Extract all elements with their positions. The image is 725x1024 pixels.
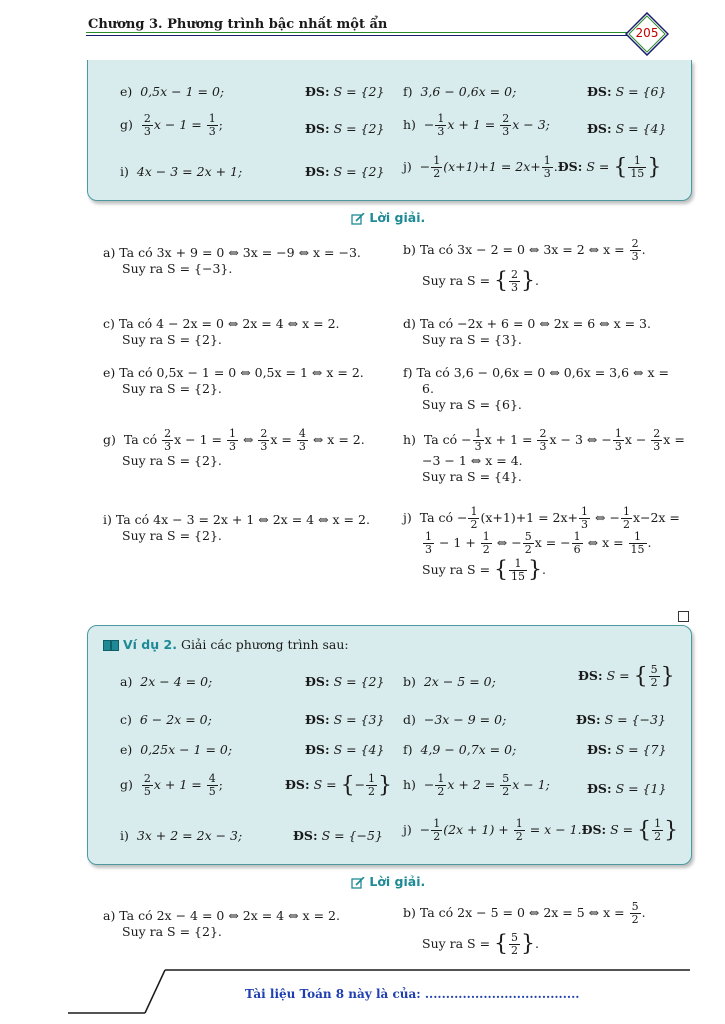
- chapter-title: Chương 3. Phương trình bậc nhất một ẩn: [88, 17, 388, 32]
- ex-item-d: d) −3x − 9 = 0;: [403, 712, 507, 727]
- ex-answer-c: ĐS: S = {3}: [305, 712, 385, 727]
- ex-answer-g: ĐS: S = {− $\frac{1}{2}$ }: [285, 772, 393, 798]
- ex-item-b: b) 2x − 5 = 0;: [403, 674, 496, 689]
- footer-ownership-line: Tài liệu Toán 8 này là của: .....................................: [245, 987, 580, 1001]
- item-j: j) − $\frac{1}{2}$ (x+1)+1 = 2x+ $\frac{1}{3}$ .ĐS: S = { $\frac{1}{15}$ }: [403, 154, 662, 180]
- ex-answer-i: ĐS: S = {−5}: [293, 828, 383, 843]
- solution-h: h) Ta có − $\frac{1}{3}$ x + 1 = $\frac{2}{3}$ x − 3 ⇔ − $\frac{1}{3}$ x − $\frac{2}{3}$ x = −3 − 1 ⇔ x = 4. Suy ra S = {4}.: [403, 427, 685, 484]
- item-g: g) $\frac{2}{3}$ x − 1 = $\frac{1}{3}$ ;: [120, 112, 223, 138]
- solution-f: f) Ta có 3,6 − 0,6x = 0 ⇔ 0,6x = 3,6 ⇔ x = 6. Suy ra S = {6}.: [403, 365, 669, 412]
- answer-e: ĐS: S = {2}: [305, 84, 385, 99]
- ex-answer-a: ĐS: S = {2}: [305, 674, 385, 689]
- item-h: h) − $\frac{1}{3}$ x + 1 = $\frac{2}{3}$ x − 3;: [403, 112, 550, 138]
- ex-item-g: g) $\frac{2}{5}$ x + 1 = $\frac{4}{5}$ ;: [120, 772, 223, 798]
- solution-d: d) Ta có −2x + 6 = 0 ⇔ 2x = 6 ⇔ x = 3. Suy ra S = {3}.: [403, 316, 651, 347]
- solution-a: a) Ta có 3x + 9 = 0 ⇔ 3x = −9 ⇔ x = −3. Suy ra S = {−3}.: [103, 245, 361, 276]
- solution-e: e) Ta có 0,5x − 1 = 0 ⇔ 0,5x = 1 ⇔ x = 2. Suy ra S = {2}.: [103, 365, 364, 396]
- example-title: Ví dụ 2. Giải các phương trình sau:: [103, 637, 349, 652]
- solution-heading: Lời giải.: [351, 874, 425, 889]
- solution2-b: b) Ta có 2x − 5 = 0 ⇔ 2x = 5 ⇔ x = $\frac{5}{2}$ . Suy ra S = { $\frac{5}{2}$ }.: [403, 900, 646, 957]
- ex-item-c: c) 6 − 2x = 0;: [120, 712, 212, 727]
- ex-item-e: e) 0,25x − 1 = 0;: [120, 742, 233, 757]
- ex-answer-b: ĐS: S = { $\frac{5}{2}$ }: [578, 663, 675, 689]
- pencil-icon: [351, 213, 365, 225]
- book-icon: [103, 640, 119, 651]
- ex-answer-h: ĐS: S = {1}: [587, 781, 667, 796]
- ex-item-j: j) − $\frac{1}{2}$ (2x + 1) + $\frac{1}{2}$ = x − 1.ĐS: S = { $\frac{1}{2}$ }: [403, 817, 679, 843]
- ex-answer-e: ĐS: S = {4}: [305, 742, 385, 757]
- item-i: i) 4x − 3 = 2x + 1;: [120, 164, 243, 179]
- header-rule: [86, 32, 646, 33]
- ex-item-i: i) 3x + 2 = 2x − 3;: [120, 828, 243, 843]
- item-e: e) 0,5x − 1 = 0;: [120, 84, 225, 99]
- solution-b: b) Ta có 3x − 2 = 0 ⇔ 3x = 2 ⇔ x = $\frac{2}{3}$ . Suy ra S = { $\frac{2}{3}$ }.: [403, 237, 646, 294]
- item-f: f) 3,6 − 0,6x = 0;: [403, 84, 517, 99]
- solution-g: g) Ta có $\frac{2}{3}$ x − 1 = $\frac{1}{3}$ ⇔ $\frac{2}{3}$ x = $\frac{4}{3}$ ⇔ x = 2. Suy ra S = {2}.: [103, 427, 365, 468]
- solution2-a: a) Ta có 2x − 4 = 0 ⇔ 2x = 4 ⇔ x = 2. Suy ra S = {2}.: [103, 908, 340, 939]
- ex-item-f: f) 4,9 − 0,7x = 0;: [403, 742, 517, 757]
- solution-heading: Lời giải.: [351, 210, 425, 225]
- ex-item-a: a) 2x − 4 = 0;: [120, 674, 213, 689]
- pencil-icon: [351, 877, 365, 889]
- solution-i: i) Ta có 4x − 3 = 2x + 1 ⇔ 2x = 4 ⇔ x = 2. Suy ra S = {2}.: [103, 512, 370, 543]
- answer-g: ĐS: S = {2}: [305, 121, 385, 136]
- ex-item-h: h) − $\frac{1}{2}$ x + 2 = $\frac{5}{2}$ x − 1;: [403, 772, 550, 798]
- answer-h: ĐS: S = {4}: [587, 121, 667, 136]
- header-rule: [86, 35, 646, 36]
- answer-i: ĐS: S = {2}: [305, 164, 385, 179]
- answer-f: ĐS: S = {6}: [587, 84, 667, 99]
- page-number: 205: [635, 26, 659, 40]
- end-of-proof-square: [678, 611, 689, 622]
- ex-answer-f: ĐS: S = {7}: [587, 742, 667, 757]
- solution-j: j) Ta có − $\frac{1}{2}$ (x+1)+1 = 2x+ $\frac{1}{3}$ ⇔ − $\frac{1}{2}$ x−2x = $\frac{1}{3}$ − 1 + $\frac{1}{2}$ ⇔ − $\frac{5}{2}$ x = − $\frac{1}{6}$ ⇔ x = $\frac{1}{15}$ . Suy ra S = { $\frac{1}{15}$ }.: [403, 505, 680, 583]
- solution-c: c) Ta có 4 − 2x = 0 ⇔ 2x = 4 ⇔ x = 2. Suy ra S = {2}.: [103, 316, 340, 347]
- page-number-badge: [625, 12, 669, 56]
- ex-answer-d: ĐS: S = {−3}: [576, 712, 666, 727]
